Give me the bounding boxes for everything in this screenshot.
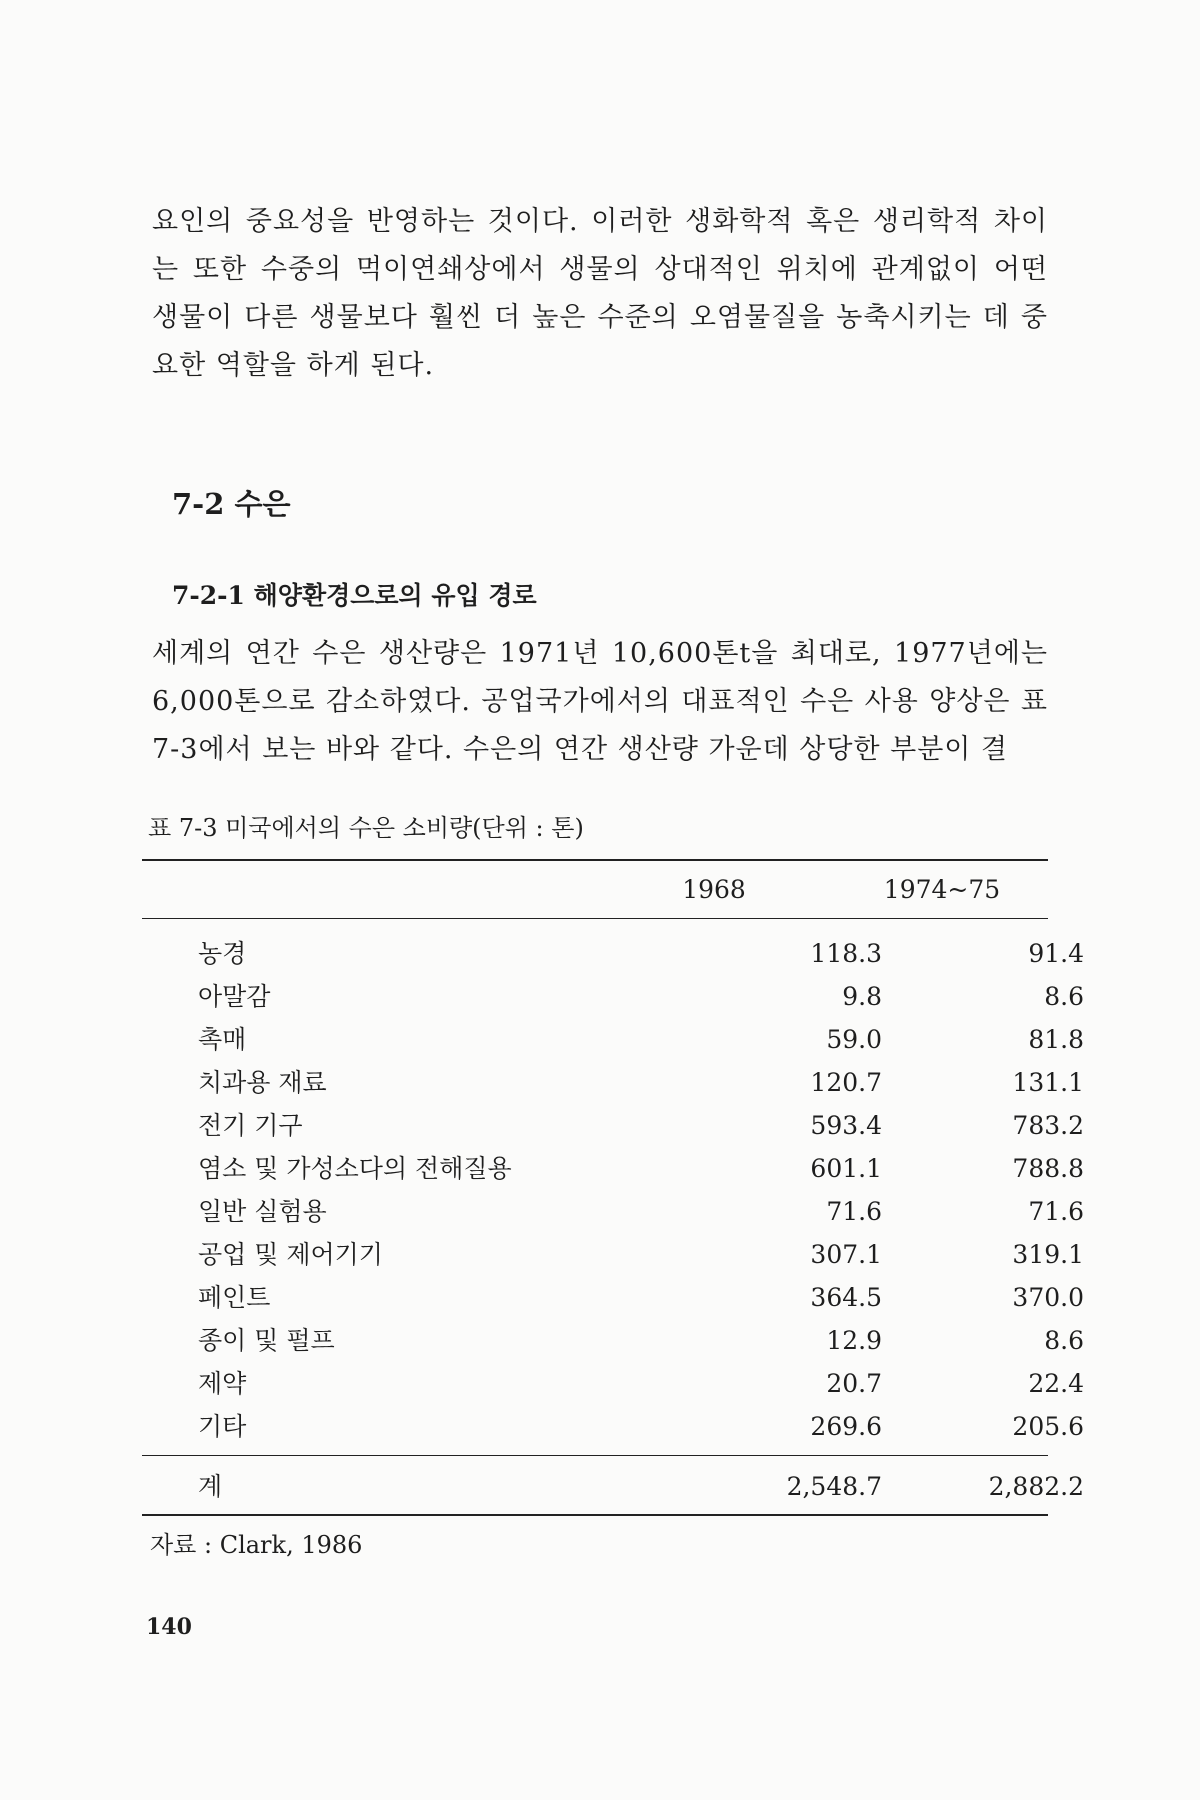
row-value-1974-75: 81.8 — [1028, 1025, 1084, 1054]
row-label: 농경 — [198, 939, 247, 968]
row-value-1968: 601.1 — [810, 1154, 882, 1183]
row-label: 제약 — [198, 1369, 247, 1398]
row-value-1968: 120.7 — [810, 1068, 882, 1097]
subsection-title: 7-2-1 해양환경으로의 유입 경로 — [172, 581, 537, 610]
table-row — [142, 1277, 1084, 1320]
table-total-rule — [142, 1455, 1048, 1456]
row-value-1974-75: 370.0 — [1012, 1283, 1084, 1312]
row-value-1974-75: 131.1 — [1012, 1068, 1084, 1097]
row-value-1974-75: 8.6 — [1044, 1326, 1084, 1355]
body-paragraph-1: 요인의 중요성을 반영하는 것이다. 이러한 생화학적 혹은 생리학적 차이는 또한 수중의 먹이연쇄상에서 생물의 상대적인 위치에 관계없이 어떤 생물이 다른 생물보다 훨씬 더 높은 수준의 오염물질을 농축시키는 데 중요한 역할을 하게 된다. — [152, 206, 1048, 381]
table-bottom-rule — [142, 1514, 1048, 1516]
table-row — [142, 1062, 1084, 1105]
table-row — [142, 1191, 1084, 1234]
total-label: 계 — [198, 1472, 223, 1501]
row-value-1974-75: 783.2 — [1012, 1111, 1084, 1140]
row-value-1974-75: 91.4 — [1028, 939, 1084, 968]
row-label: 공업 및 제어기기 — [198, 1240, 383, 1269]
row-label: 염소 및 가성소다의 전해질용 — [198, 1154, 512, 1183]
row-label: 촉매 — [198, 1025, 247, 1054]
table-row — [142, 1320, 1084, 1363]
row-value-1974-75: 71.6 — [1028, 1197, 1084, 1226]
row-label: 페인트 — [198, 1283, 271, 1312]
table-row — [142, 1406, 1084, 1449]
total-value-1968: 2,548.7 — [786, 1472, 882, 1501]
section-title: 7-2 수은 — [172, 487, 291, 521]
row-value-1968: 12.9 — [826, 1326, 882, 1355]
row-label: 일반 실험용 — [198, 1197, 327, 1226]
page-number: 140 — [146, 1614, 192, 1640]
column-header-1974-75: 1974~75 — [883, 875, 1001, 904]
body-paragraph-2: 세계의 연간 수은 생산량은 1971년 10,600톤t을 최대로, 1977년에는 6,000톤으로 감소하였다. 공업국가에서의 대표적인 수은 사용 양상은 표 7-3에서 보는 바와 같다. 수은의 연간 생산량 가운데 상당한 부분이 결 — [152, 638, 1048, 765]
row-value-1968: 9.8 — [842, 982, 882, 1011]
table-row — [142, 1363, 1084, 1406]
row-value-1968: 59.0 — [826, 1025, 882, 1054]
total-value-1974-75: 2,882.2 — [988, 1472, 1084, 1501]
table-caption: 표 7-3 미국에서의 수은 소비량(단위 : 톤) — [148, 814, 584, 842]
row-value-1968: 20.7 — [826, 1369, 882, 1398]
table-total-row — [142, 1466, 1084, 1509]
table-row — [142, 1019, 1084, 1062]
row-value-1974-75: 788.8 — [1012, 1154, 1084, 1183]
table-row — [142, 1234, 1084, 1277]
table-row — [142, 1105, 1084, 1148]
row-value-1974-75: 319.1 — [1012, 1240, 1084, 1269]
row-value-1974-75: 8.6 — [1044, 982, 1084, 1011]
column-header-1968: 1968 — [682, 875, 746, 904]
row-value-1968: 71.6 — [826, 1197, 882, 1226]
row-value-1974-75: 22.4 — [1028, 1369, 1084, 1398]
table-row — [142, 976, 1084, 1019]
row-label: 종이 및 펄프 — [198, 1326, 335, 1355]
row-value-1968: 593.4 — [810, 1111, 882, 1140]
table-header-rule — [142, 918, 1048, 919]
row-value-1974-75: 205.6 — [1012, 1412, 1084, 1441]
row-label: 전기 기구 — [198, 1111, 303, 1140]
row-label: 치과용 재료 — [198, 1068, 327, 1097]
row-value-1968: 307.1 — [810, 1240, 882, 1269]
row-value-1968: 364.5 — [810, 1283, 882, 1312]
row-label: 기타 — [198, 1412, 247, 1441]
row-value-1968: 118.3 — [810, 939, 882, 968]
table-row — [142, 1148, 1084, 1191]
table-row — [142, 933, 1084, 976]
table-top-rule — [142, 859, 1048, 861]
row-label: 아말감 — [198, 982, 271, 1011]
table-source: 자료 : Clark, 1986 — [150, 1531, 363, 1559]
row-value-1968: 269.6 — [810, 1412, 882, 1441]
